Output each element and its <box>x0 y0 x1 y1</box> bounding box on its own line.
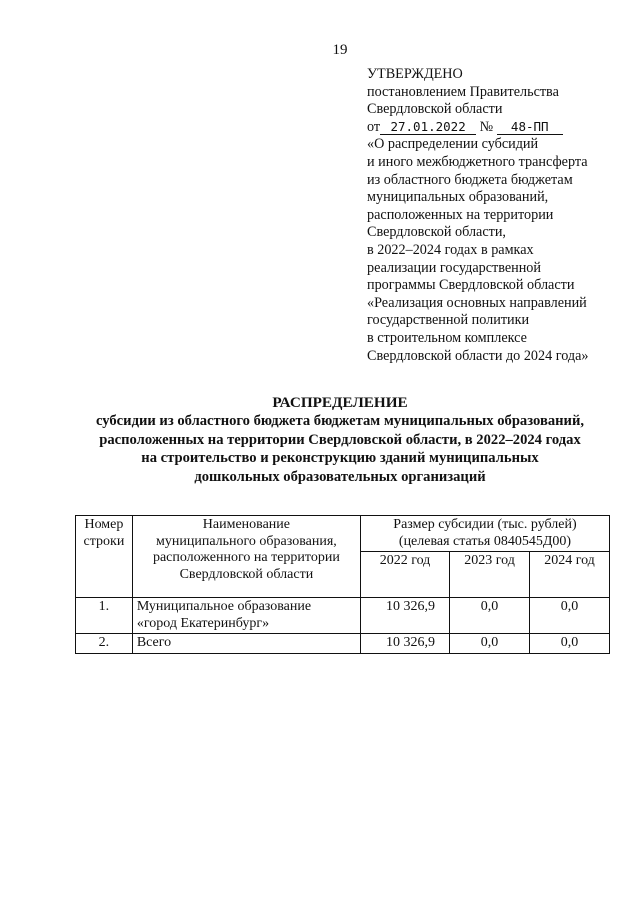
table-header-row <box>76 516 610 552</box>
table-row <box>76 634 610 654</box>
approval-line: государственной политики <box>367 312 530 329</box>
approval-line: муниципальных образований, <box>367 189 549 206</box>
approval-number: 48-ПП <box>497 120 563 135</box>
approval-line: Свердловской области <box>367 101 503 118</box>
header-subsidy <box>360 516 609 552</box>
header-year-2023: 2023 год <box>450 552 530 598</box>
header-year-2024: 2024 год <box>530 552 610 598</box>
header-row-number <box>76 516 133 598</box>
document-heading <box>60 394 620 486</box>
approval-date: 27.01.2022 <box>380 120 476 135</box>
header-text: (целевая статья 0840545Д00) <box>398 533 572 549</box>
header-text: Размер субсидии (тыс. рублей) <box>393 517 577 532</box>
row-municipality <box>132 634 360 654</box>
row-number: 1. <box>76 598 133 634</box>
heading-line: субсидии из областного бюджета бюджетам муниципальных образований, <box>96 413 584 430</box>
approval-line: «О распределении субсидий <box>367 136 539 153</box>
row-name-line: Всего <box>136 635 172 650</box>
approval-block <box>367 66 632 365</box>
approval-line: реализации государственной <box>367 259 541 276</box>
approval-line: «Реализация основных направлений <box>367 294 587 311</box>
approval-line: в строительном комплексе <box>367 329 527 346</box>
header-text: строки <box>83 533 125 549</box>
date-prefix: от <box>367 118 381 135</box>
row-value-2024: 0,0 <box>530 634 610 654</box>
table-row <box>76 598 610 634</box>
header-municipality <box>132 516 360 598</box>
approval-date-line <box>367 119 632 137</box>
heading-line: дошкольных образовательных организаций <box>194 468 486 485</box>
row-value-2024: 0,0 <box>530 598 610 634</box>
row-value-2023: 0,0 <box>450 598 530 634</box>
heading-line: расположенных на территории Свердловской области, в 2022–2024 годах <box>99 431 581 448</box>
header-text: Номер <box>84 517 124 532</box>
row-name-line: Муниципальное образование <box>136 599 312 614</box>
approval-line: и иного межбюджетного трансферта <box>367 153 588 170</box>
row-value-2022: 10 326,9 <box>360 634 449 654</box>
approval-line: из областного бюджета бюджетам <box>367 171 573 188</box>
row-value-2023: 0,0 <box>450 634 530 654</box>
header-text: Наименование <box>202 517 291 532</box>
header-year-2022: 2022 год <box>360 552 449 598</box>
header-text: Свердловской области <box>179 566 314 582</box>
row-municipality <box>132 598 360 634</box>
approval-line: постановлением Правительства <box>367 83 559 100</box>
number-prefix: № <box>479 118 494 135</box>
header-text: расположенного на территории <box>152 550 340 565</box>
approval-line: в 2022–2024 годах в рамках <box>367 241 534 258</box>
approval-line: расположенных на территории <box>367 206 554 223</box>
row-number: 2. <box>76 634 133 654</box>
approval-line: программы Свердловской области <box>367 277 575 294</box>
row-name-line: «город Екатеринбург» <box>136 615 270 631</box>
distribution-table <box>75 515 610 654</box>
heading-line: на строительство и реконструкцию зданий муниципальных <box>141 450 539 467</box>
approval-line: Свердловской области до 2024 года» <box>367 347 589 364</box>
page-number: 19 <box>332 42 348 58</box>
approval-title: УТВЕРЖДЕНО <box>367 66 463 82</box>
header-text: муниципального образования, <box>156 533 337 549</box>
row-value-2022: 10 326,9 <box>360 598 449 634</box>
heading-title: РАСПРЕДЕЛЕНИЕ <box>272 394 408 411</box>
approval-line: Свердловской области, <box>367 224 506 241</box>
